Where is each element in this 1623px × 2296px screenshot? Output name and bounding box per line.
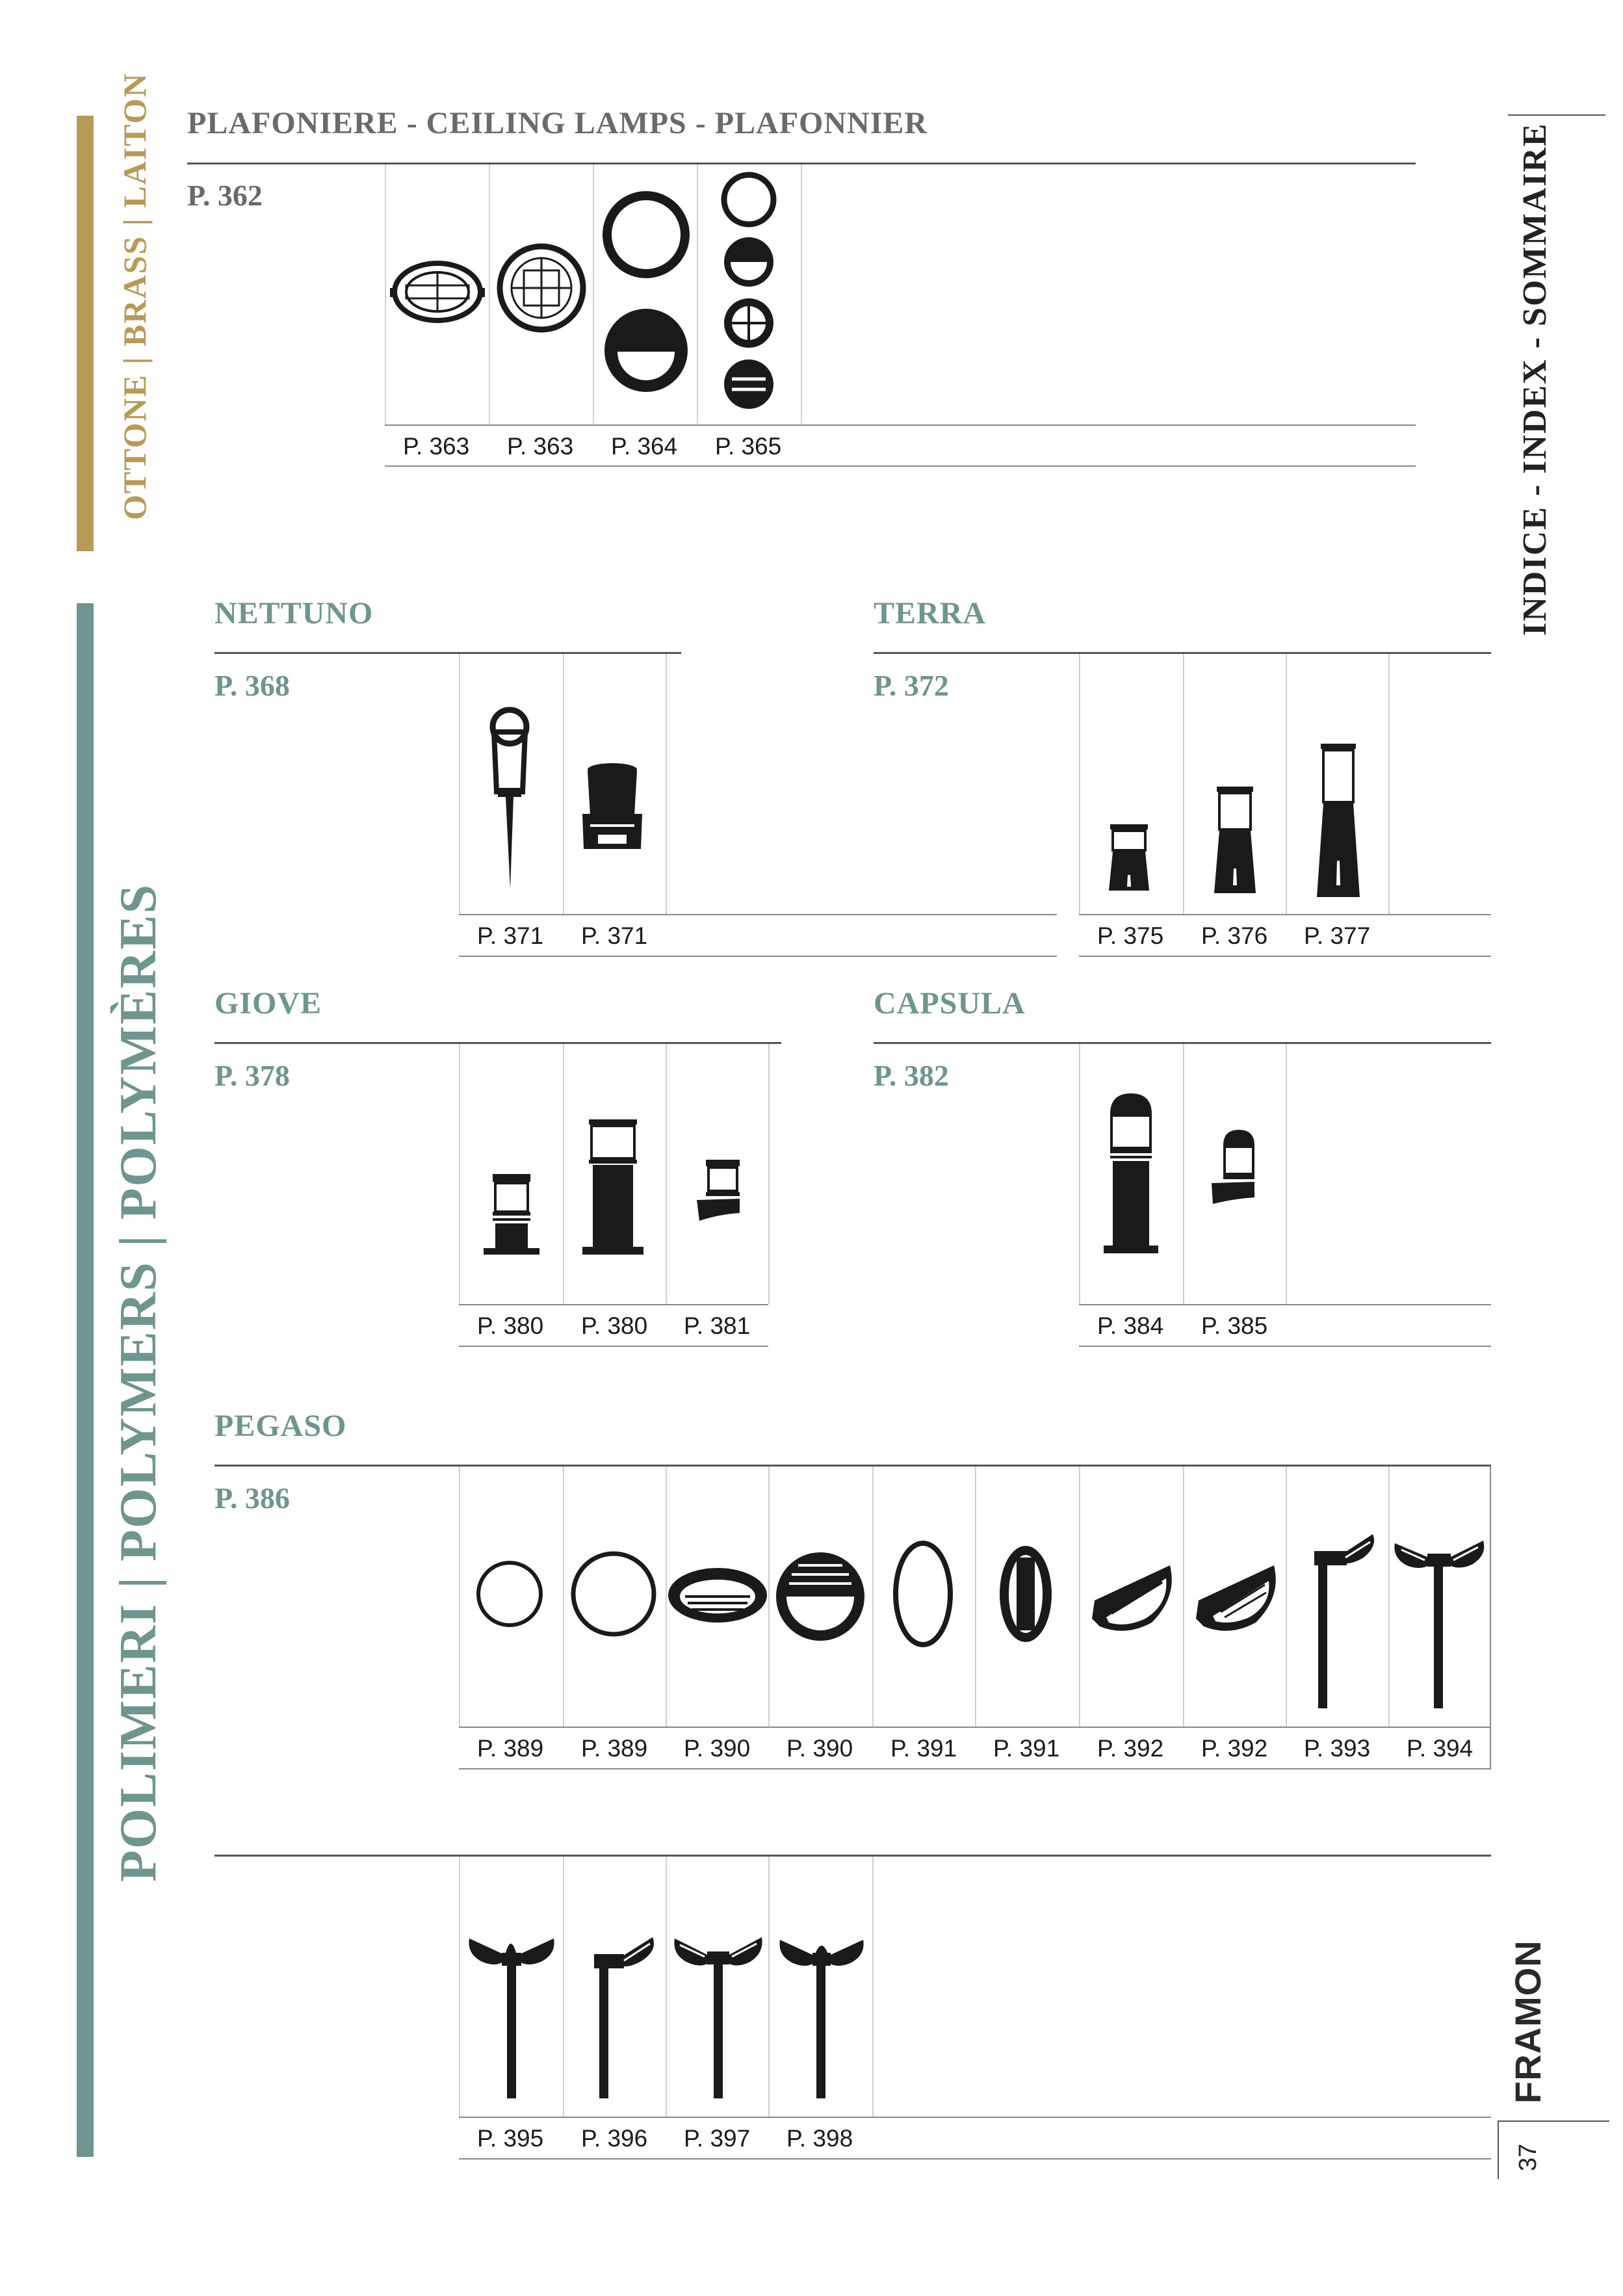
- grid-line: [872, 1857, 874, 2117]
- lamp-thumb-giove-short[interactable]: [460, 1044, 563, 1304]
- footer-rule: [1498, 2120, 1609, 2122]
- section-title-terra: TERRA: [874, 596, 987, 631]
- page-ref[interactable]: P. 389: [477, 1735, 544, 1762]
- page-ref[interactable]: P. 371: [477, 922, 544, 949]
- page-ref[interactable]: P. 381: [684, 1312, 751, 1339]
- page-ref[interactable]: P. 394: [1407, 1735, 1474, 1762]
- section-page-nettuno: P. 368: [214, 669, 290, 702]
- thumb-rule: [459, 2117, 1491, 2118]
- lamp-thumb-pegaso-half-left[interactable]: [1080, 1467, 1183, 1727]
- lamp-thumb-pegaso-oval-dark[interactable]: [976, 1467, 1079, 1727]
- lamp-thumb-pegaso-ring-thin[interactable]: [460, 1467, 563, 1727]
- lamp-thumb-pegaso-post-single[interactable]: [1287, 1467, 1390, 1727]
- lamp-thumb-ring-pair[interactable]: [594, 164, 697, 424]
- lamp-thumb-bollard-short[interactable]: [1080, 654, 1183, 914]
- page-ref[interactable]: P. 380: [477, 1312, 544, 1339]
- thumb-rule: [459, 914, 1057, 915]
- lamp-thumb-pegaso-post-double[interactable]: [1390, 1467, 1490, 1727]
- page-ref[interactable]: P. 391: [890, 1735, 957, 1762]
- page-ref[interactable]: P. 390: [684, 1735, 751, 1762]
- grid-line: [1490, 1467, 1491, 1769]
- ref-rule: [459, 1346, 768, 1347]
- ref-rule: [1079, 956, 1491, 957]
- index-side-label: INDICE - INDEX - SOMMAIRE: [1516, 122, 1553, 636]
- page-ref[interactable]: P. 397: [684, 2125, 751, 2152]
- lamp-thumb-spike-spot[interactable]: [460, 654, 563, 914]
- ref-rule: [1079, 1346, 1491, 1347]
- page-ref[interactable]: P. 385: [1201, 1312, 1268, 1339]
- page-ref[interactable]: P. 392: [1201, 1735, 1268, 1762]
- lamp-thumb-ring-set[interactable]: [698, 164, 801, 424]
- section-title-giove: GIOVE: [214, 986, 322, 1021]
- lamp-thumb-bollard-medium[interactable]: [1184, 654, 1287, 914]
- page-ref[interactable]: P. 398: [786, 2125, 853, 2152]
- thumb-rule: [459, 1727, 1491, 1728]
- lamp-thumb-pegaso-post-single-b[interactable]: [564, 1857, 667, 2117]
- polymers-side-label: POLIMERI | POLYMERS | POLYMÈRES: [110, 883, 167, 1882]
- section-page-capsula: P. 382: [874, 1059, 949, 1092]
- page-ref[interactable]: P. 375: [1097, 922, 1164, 949]
- section-title-plafoniere: PLAFONIERE - CEILING LAMPS - PLAFONNIER: [187, 106, 928, 140]
- thumb-rule: [459, 1304, 768, 1305]
- lamp-thumb-capsula-bollard[interactable]: [1080, 1044, 1183, 1304]
- grid-line: [801, 164, 802, 424]
- page-ref[interactable]: P. 390: [786, 1735, 853, 1762]
- ref-rule: [385, 465, 1416, 467]
- page-ref[interactable]: P. 363: [403, 433, 470, 460]
- page-ref[interactable]: P. 364: [611, 433, 678, 460]
- section-title-nettuno: NETTUNO: [214, 596, 374, 631]
- ref-rule: [459, 2158, 1491, 2159]
- lamp-thumb-pegaso-post-double-c[interactable]: [770, 1857, 872, 2117]
- lamp-thumb-pegaso-half-right[interactable]: [1184, 1467, 1287, 1727]
- page-ref[interactable]: P. 376: [1201, 922, 1268, 949]
- page-ref[interactable]: P. 391: [993, 1735, 1060, 1762]
- page-ref[interactable]: P. 380: [581, 1312, 648, 1339]
- section-title-pegaso: PEGASO: [214, 1409, 347, 1443]
- page-ref[interactable]: P. 365: [715, 433, 782, 460]
- footer-divider: [1498, 2120, 1499, 2179]
- page-ref[interactable]: P. 389: [581, 1735, 648, 1762]
- lamp-thumb-capsula-wall[interactable]: [1184, 1044, 1287, 1304]
- brand-logo: FRAMON: [1507, 1940, 1548, 2104]
- lamp-thumb-pegaso-post-double-wide[interactable]: [460, 1857, 563, 2117]
- brass-bar: [77, 116, 94, 551]
- lamp-thumb-giove-tall[interactable]: [564, 1044, 667, 1304]
- page-ref[interactable]: P. 395: [477, 2125, 544, 2152]
- lamp-thumb-oval-caged[interactable]: [386, 164, 489, 424]
- section-page-giove: P. 378: [214, 1059, 290, 1092]
- lamp-thumb-pegaso-oval-grill[interactable]: [667, 1467, 770, 1727]
- page-ref[interactable]: P. 384: [1097, 1312, 1164, 1339]
- page-ref[interactable]: P. 392: [1097, 1735, 1164, 1762]
- lamp-thumb-giove-wall[interactable]: [667, 1044, 770, 1304]
- thumb-rule: [385, 424, 1416, 426]
- page-ref[interactable]: P. 371: [581, 922, 648, 949]
- section-page-plafoniere: P. 362: [187, 179, 263, 212]
- brass-side-label: OTTONE | BRASS | LAITON: [116, 72, 153, 520]
- lamp-thumb-pegaso-post-double-b[interactable]: [667, 1857, 770, 2117]
- ref-rule: [459, 956, 1057, 957]
- page-ref[interactable]: P. 363: [507, 433, 574, 460]
- lamp-thumb-round-caged[interactable]: [490, 164, 593, 424]
- lamp-thumb-pegaso-ring-large[interactable]: [564, 1467, 667, 1727]
- lamp-thumb-pegaso-oval-vertical[interactable]: [874, 1467, 976, 1727]
- thumb-rule: [1079, 1304, 1491, 1305]
- section-page-terra: P. 372: [874, 669, 949, 702]
- page-ref[interactable]: P. 393: [1304, 1735, 1371, 1762]
- section-title-capsula: CAPSULA: [874, 986, 1026, 1021]
- index-top-rule: [1508, 114, 1605, 116]
- lamp-thumb-pegaso-round-grill[interactable]: [770, 1467, 872, 1727]
- page-ref[interactable]: P. 396: [581, 2125, 648, 2152]
- ref-rule: [459, 1768, 1491, 1769]
- page-number: 37: [1514, 2143, 1542, 2171]
- lamp-thumb-ground-projector[interactable]: [564, 654, 667, 914]
- thumb-rule: [1079, 914, 1491, 915]
- section-page-pegaso: P. 386: [214, 1481, 290, 1515]
- lamp-thumb-bollard-tall[interactable]: [1287, 654, 1390, 914]
- polymers-bar: [77, 603, 94, 2157]
- page-ref[interactable]: P. 377: [1304, 922, 1371, 949]
